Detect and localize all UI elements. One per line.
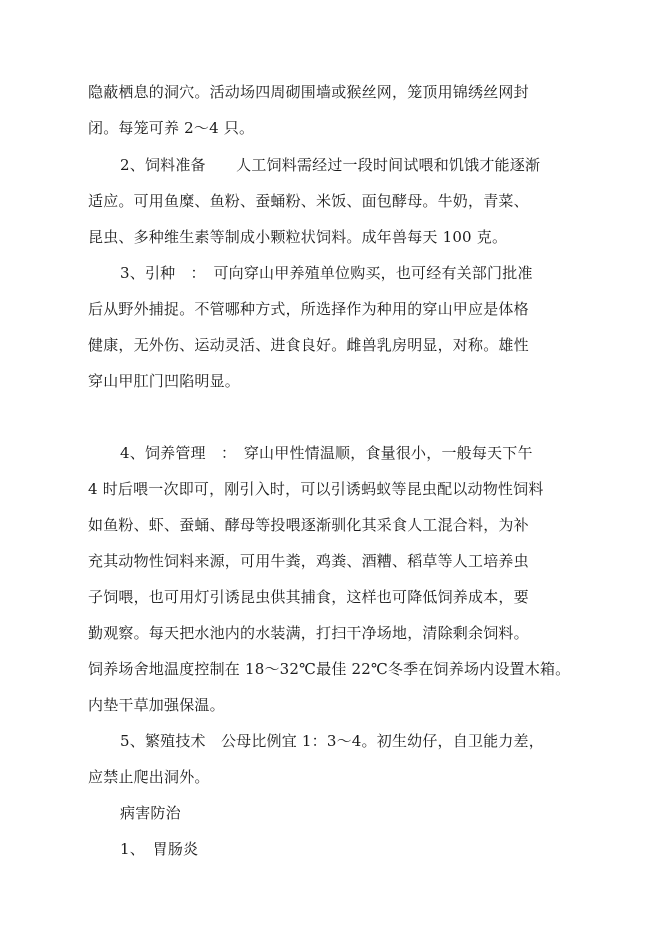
paragraph-line: 内垫干草加强保温。 — [88, 696, 225, 714]
paragraph-line: 适应。可用鱼糜、鱼粉、蚕蛹粉、米饭、面包酵母。牛奶，青菜、 — [88, 192, 529, 210]
paragraph-line: 4 时后喂一次即可，刚引入时，可以引诱蚂蚁等昆虫配以动物性饲料 — [88, 480, 544, 498]
subsection-heading-gastroenteritis: 1、 胃肠炎 — [120, 840, 199, 858]
paragraph-line: 闭。每笼可养 2～4 只。 — [88, 119, 255, 137]
paragraph-line: 勤观察。每天把水池内的水装满，打扫干净场地，清除剩余饲料。 — [88, 624, 529, 642]
section-heading-feed: 2、饲料准备 人工饲料需经过一段时间试喂和饥饿才能逐渐 — [120, 156, 541, 174]
section-heading-management: 4、饲养管理 ： 穿山甲性情温顺，食量很小，一般每天下午 — [120, 444, 533, 462]
section-heading-introduction: 3、引种 ： 可向穿山甲养殖单位购买，也可经有关部门批准 — [120, 264, 533, 282]
paragraph-line: 后从野外捕捉。不管哪种方式，所选择作为种用的穿山甲应是体格 — [88, 300, 529, 318]
section-heading-breeding: 5、繁殖技术 公母比例宜 1：3～4。初生幼仔，自卫能力差， — [120, 732, 544, 750]
paragraph-line: 充其动物性饲料来源，可用牛粪，鸡粪、酒糟、稻草等人工培养虫 — [88, 552, 529, 570]
paragraph-line: 如鱼粉、虾、蚕蛹、酵母等投喂逐渐驯化其采食人工混合料，为补 — [88, 516, 529, 534]
section-heading-disease-prevention: 病害防治 — [120, 804, 181, 822]
paragraph-line: 隐蔽栖息的洞穴。活动场四周砌围墙或猴丝网，笼顶用锦绣丝网封 — [88, 83, 529, 101]
paragraph-line: 昆虫、多种维生素等制成小颗粒状饲料。成年兽每天 100 克。 — [88, 228, 508, 246]
paragraph-line: 子饲喂，也可用灯引诱昆虫供其捕食，这样也可降低饲养成本，要 — [88, 588, 529, 606]
paragraph-line: 健康，无外伤、运动灵活、进食良好。雌兽乳房明显，对称。雄性 — [88, 336, 529, 354]
paragraph-line: 穿山甲肛门凹陷明显。 — [88, 372, 241, 390]
paragraph-line: 饲养场舍地温度控制在 18～32℃最佳 22℃冬季在饲养场内设置木箱。 — [88, 660, 571, 678]
paragraph-line: 应禁止爬出洞外。 — [88, 768, 210, 786]
